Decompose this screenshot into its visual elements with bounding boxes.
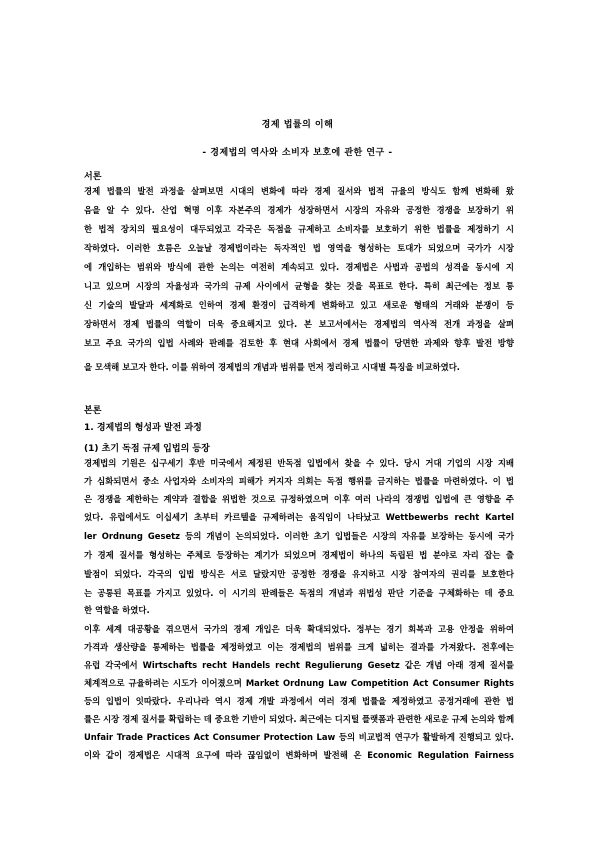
- text-line: 는 공통된 목표를 가지고 있었다. 이 시기의 판례들은 독점의 개념과 위법성 판단 기준을 구체화하는 데 중요: [84, 588, 514, 598]
- text-line: 등의 입법이 잇따랐다. 우리나라 역시 경제 개발 과정에서 여러 경제 법률을 제정하였고 공정거래에 관한 법: [84, 696, 514, 706]
- text-line: 체계적으로 규율하려는 시도가 이어졌으며 Market Ordnung Law Competition Act Consumer Rights: [84, 678, 514, 688]
- text-line: 가 심화되면서 중소 사업자와 소비자의 피해가 커지자 의회는 독점 행위를 금지하는 법률을 마련하였다. 이 법: [84, 476, 514, 486]
- text-line: 보고 주요 국가의 입법 사례와 판례를 검토한 후 현대 사회에서 경제 법률이 당면한 과제와 향후 발전 방향: [84, 338, 514, 348]
- text-line: 경제법의 기원은 십구세기 후반 미국에서 제정된 반독점 입법에서 찾을 수 있다. 당시 거대 기업의 시장 지배: [84, 458, 514, 468]
- text-line: 가격과 생산량을 통제하는 법률을 제정하였고 이는 경제법의 범위를 크게 넓히는 결과를 가져왔다. 전후에는: [84, 642, 514, 652]
- text-line: 은 경쟁을 제한하는 계약과 결합을 위법한 것으로 규정하였으며 이후 여러 나라의 경쟁법 입법에 큰 영향을 주: [84, 494, 514, 504]
- text-line: 에 개입하는 범위와 방식에 관한 논의는 여전히 계속되고 있다. 경제법은 사법과 공법의 성격을 동시에 지: [84, 262, 514, 272]
- text-line: 가 경제 질서를 형성하는 주체로 등장하는 계기가 되었으며 경제법이 하나의 독립된 법 분야로 자리 잡는 출: [84, 550, 514, 560]
- document-title: 경제 법률의 이해: [261, 120, 334, 130]
- text-line: 었다. 유럽에서도 이십세기 초부터 카르텔을 규제하려는 움직임이 나타났고 Wettbewerbs recht Kartel: [84, 512, 514, 522]
- text-line: ler Ordnung Gesetz 등의 개념이 논의되었다. 이러한 초기 입법들은 시장의 자유를 보장하는 동시에 국가: [84, 531, 514, 541]
- text-line: 니고 있으며 시장의 자율성과 국가의 규제 사이에서 균형을 찾는 것을 목표로 한다. 특히 최근에는 정보 통: [84, 281, 514, 291]
- text-line: 이와 같이 경제법은 시대적 요구에 따라 끊임없이 변화하며 발전해 온 Economic Regulation Fairness: [84, 750, 514, 760]
- text-line: 이후 세계 대공황을 겪으면서 국가의 경제 개입은 더욱 확대되었다. 정부는 경기 회복과 고용 안정을 위하여: [84, 624, 514, 634]
- document-subtitle: - 경제법의 역사와 소비자 보호에 관한 연구 -: [202, 148, 393, 158]
- subsection-title: (1) 초기 독점 규제 입법의 등장: [84, 444, 210, 454]
- text-line: 한 법적 장치의 필요성이 대두되었고 각국은 독점을 규제하고 소비자를 보호하기 위한 법률을 제정하기 시: [84, 224, 514, 234]
- text-line: 신 기술의 발달과 세계화로 인하여 경제 환경이 급격하게 변화하고 있고 새로운 형태의 거래와 분쟁이 등: [84, 300, 514, 310]
- text-line: Unfair Trade Practices Act Consumer Protection Law 등의 비교법적 연구가 활발하게 진행되고 있다.: [84, 732, 514, 742]
- text-line: 한 역할을 하였다.: [84, 605, 150, 615]
- body-heading: 본론: [84, 406, 102, 416]
- intro-heading: 서론: [84, 172, 102, 182]
- text-line: 유럽 각국에서 Wirtschafts recht Handels recht Regulierung Gesetz 같은 개념 아래 경제 질서를: [84, 660, 514, 670]
- text-line: 률은 시장 경제 질서를 확립하는 데 중요한 기반이 되었다. 최근에는 디지털 플랫폼과 관련한 새로운 규제 논의와 함께: [84, 714, 514, 724]
- text-line: 음을 알 수 있다. 산업 혁명 이후 자본주의 경제가 성장하면서 시장의 자유와 공정한 경쟁을 보장하기 위: [84, 205, 514, 215]
- text-line: 발점이 되었다. 각국의 입법 방식은 서로 달랐지만 공정한 경쟁을 유지하고 시장 참여자의 권리를 보호한다: [84, 569, 514, 579]
- text-line: 을 모색해 보고자 한다. 이를 위하여 경제법의 개념과 범위를 먼저 정리하고 시대별 특징을 비교하였다.: [84, 362, 460, 372]
- text-line: 경제 법률의 발전 과정을 살펴보면 시대의 변화에 따라 경제 질서와 법적 규율의 방식도 함께 변화해 왔: [84, 186, 514, 196]
- text-line: 작하였다. 이러한 흐름은 오늘날 경제법이라는 독자적인 법 영역을 형성하는 토대가 되었으며 국가가 시장: [84, 243, 514, 253]
- text-line: 장하면서 경제 법률의 역할이 더욱 중요해지고 있다. 본 보고서에서는 경제법의 역사적 전개 과정을 살펴: [84, 319, 514, 329]
- section-title: 1. 경제법의 형성과 발전 과정: [84, 423, 202, 433]
